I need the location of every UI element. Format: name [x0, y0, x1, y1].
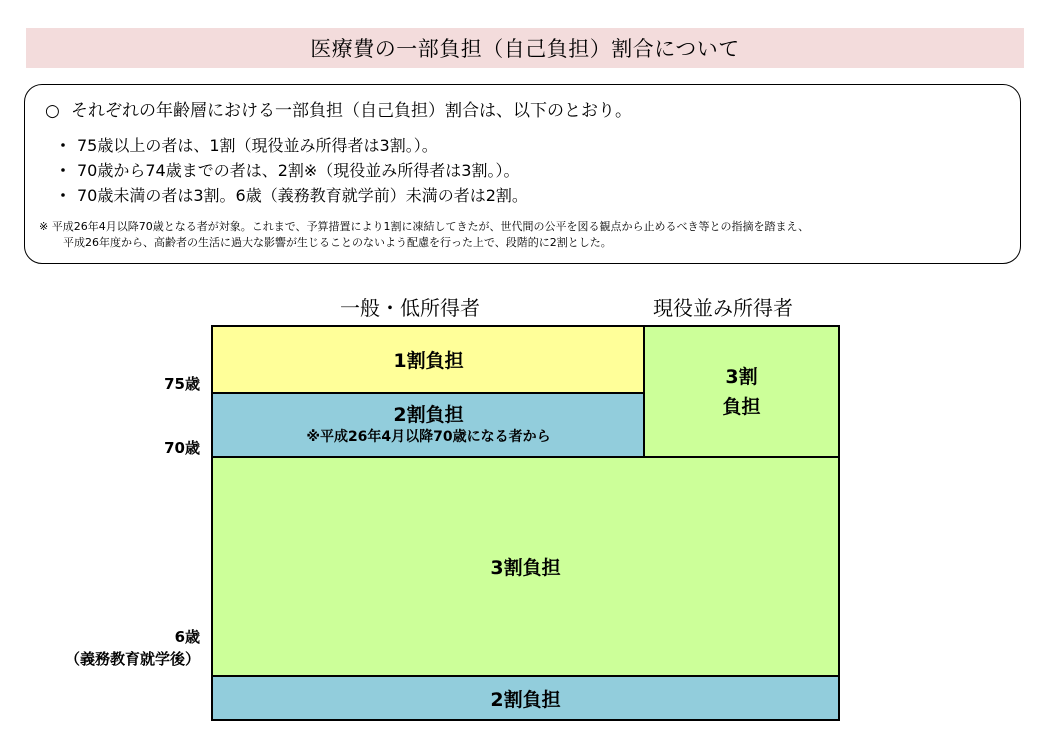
- bullet-text-under70: 70歳未満の者は3割。6歳（義務教育就学前）未満の者は2割。: [77, 186, 528, 205]
- notice-lead: [45, 96, 632, 121]
- block-three-high-line1: 3割: [725, 365, 758, 388]
- bullet-text-70to74: 70歳から74歳までの者は、2割※（現役並み所得者は3割。）。: [77, 161, 520, 180]
- column-header-high-income: 現役並み所得者: [653, 296, 793, 320]
- block-one-tenth-label: 1割負担: [393, 350, 464, 372]
- age-label-6: 6歳: [174, 628, 200, 646]
- notice-bullet-list: [55, 133, 528, 208]
- circle-marker-icon: ○: [45, 101, 60, 121]
- notice-box: [24, 84, 1021, 264]
- footnote-line-2: 平成26年度から、高齢者の生活に過大な影響が生じることのないよう配慮を行った上で、段階的に2割とした。: [63, 236, 612, 249]
- block-two-tenths-preschool: [211, 675, 840, 721]
- block-two-tenths-preschool-label: 2割負担: [490, 688, 561, 711]
- bullet-dot-icon: ・: [55, 186, 72, 205]
- block-two-tenths-label: 2割負担: [393, 404, 464, 426]
- block-three-tenths-label: 3割負担: [490, 557, 561, 579]
- block-three-tenths: [211, 456, 840, 677]
- footnote-line-1: ※ 平成26年4月以降70歳となる者が対象。これまで、予算措置により1割に凍結してきたが、世代間の公平を図る観点から止めるべき等との指摘を踏まえ、: [39, 220, 810, 233]
- page-title: [26, 28, 1024, 68]
- block-two-tenths-70to74: [211, 392, 646, 458]
- bullet-text-75plus: 75歳以上の者は、1割（現役並み所得者は3割。）。: [77, 136, 438, 155]
- list-item: [55, 183, 528, 208]
- age-label-75: 75歳: [164, 375, 200, 393]
- bullet-dot-icon: ・: [55, 136, 72, 155]
- list-item: [55, 158, 528, 183]
- list-item: [55, 133, 528, 158]
- age-label-6-note: （義務教育就学後）: [64, 650, 200, 668]
- block-two-tenths-note: ※平成26年4月以降70歳になる者から: [306, 429, 551, 445]
- age-label-70: 70歳: [164, 439, 200, 457]
- footnote: [39, 219, 809, 251]
- block-one-tenth: [211, 325, 646, 394]
- bullet-dot-icon: ・: [55, 161, 72, 180]
- block-three-tenths-high-income: [643, 325, 840, 458]
- block-three-high-line2: 負担: [722, 395, 761, 418]
- notice-lead-text: それぞれの年齢層における一部負担（自己負担）割合は、以下のとおり。: [71, 101, 632, 121]
- page-title-text: 医療費の一部負担（自己負担）割合について: [310, 37, 740, 61]
- column-header-general: 一般・低所得者: [340, 296, 480, 320]
